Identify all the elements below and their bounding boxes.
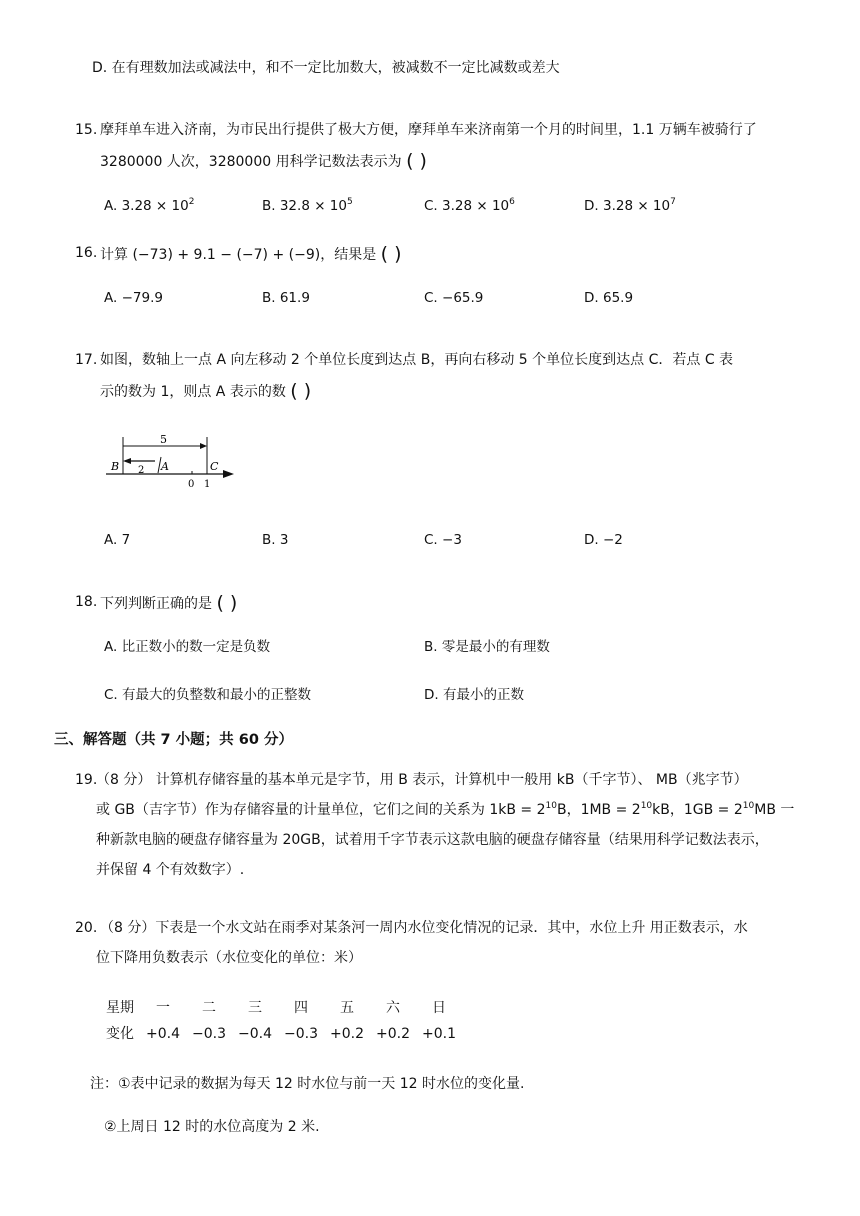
point-b: B	[111, 460, 120, 473]
q16-option-a: A. −79.9	[104, 290, 163, 306]
q17-text-line1: 如图，数轴上一点 A 向左移动 2 个单位长度到达点 B，再向右移动 5 个单位长度到达点 C．若点 C 表	[100, 352, 734, 368]
table-cell: 日	[432, 1000, 446, 1016]
option-exp: 7	[670, 197, 676, 207]
q19-line2-c: kB，1GB = 2	[652, 802, 743, 818]
option-text: A. 3.28 × 10	[104, 198, 189, 214]
point-a: A	[161, 460, 169, 473]
q16-option-d: D. 65.9	[584, 290, 634, 306]
water-table-header	[100, 998, 462, 1018]
q19-text-line4: 并保留 4 个有效数字）.	[96, 862, 245, 878]
q15-text-line1: 摩拜单车进入济南，为市民出行提供了极大方便，摩拜单车来济南第一个月的时间里，1.1 万辆车被骑行了	[100, 122, 757, 138]
q18-stem	[100, 592, 237, 614]
q18-answer-paren: ( )	[216, 592, 238, 614]
q19-exp2: 10	[640, 801, 653, 811]
q15-text-line2	[100, 150, 427, 172]
q17-text-line2	[100, 380, 311, 402]
q17-answer-paren: ( )	[290, 380, 312, 402]
q15-option-c	[424, 196, 515, 216]
option-exp: 5	[346, 197, 353, 207]
q15-answer-paren: ( )	[406, 150, 427, 172]
q19-line2-a: 或 GB（吉字节）作为存储容量的计量单位，它们之间的关系为 1kB = 2	[96, 802, 546, 818]
q17-option-d: D. −2	[584, 532, 623, 548]
q20-text-line2: 位下降用负数表示（水位变化的单位：米）	[96, 950, 362, 966]
table-cell: 星期	[106, 1000, 134, 1016]
table-cell: +0.2	[330, 1026, 364, 1042]
q16-answer-paren: ( )	[380, 243, 402, 265]
q16-option-c: C. −65.9	[424, 290, 484, 306]
q14-option-d: D. 在有理数加法或减法中，和不一定比加数大，被减数不一定比减数或差大	[92, 60, 560, 76]
q19-line2-b: B，1MB = 2	[556, 802, 641, 818]
table-cell: +0.4	[146, 1026, 180, 1042]
q19-exp1: 10	[545, 801, 557, 811]
q17-number: 17.	[75, 352, 98, 368]
q15-option-d	[584, 196, 676, 216]
section-title: 三、解答题（共 7 小题；共 60 分）	[54, 732, 293, 748]
q16-stem	[100, 243, 402, 265]
tick-1: 1	[204, 479, 211, 490]
q20-note1: 注：①表中记录的数据为每天 12 时水位与前一天 12 时水位的变化量.	[90, 1076, 525, 1092]
q18-number: 18.	[75, 594, 98, 610]
table-cell: −0.4	[238, 1026, 272, 1042]
q19-exp3: 10	[742, 801, 755, 811]
q15-option-b	[262, 196, 353, 216]
table-cell: 二	[202, 1000, 216, 1016]
q17-option-a: A. 7	[104, 532, 131, 548]
q17-text: 示的数为 1，则点 A 表示的数	[100, 384, 286, 400]
table-cell: −0.3	[192, 1026, 226, 1042]
q20-note2: ②上周日 12 时的水位高度为 2 米.	[104, 1119, 320, 1135]
label-5: 5	[160, 433, 167, 446]
tick-0: 0	[188, 479, 195, 490]
q19-text-line2	[96, 800, 794, 820]
option-text: C. 3.28 × 10	[424, 198, 510, 214]
q16-number: 16.	[75, 245, 98, 261]
water-table-row	[100, 1024, 462, 1044]
q15-text: 3280000 人次，3280000 用科学记数法表示为	[100, 154, 402, 170]
q16-option-b: B. 61.9	[262, 290, 310, 306]
q18-option-a: A. 比正数小的数一定是负数	[104, 639, 271, 655]
q19-text-line3: 种新款电脑的硬盘存储容量为 20GB，试着用千字节表示这款电脑的硬盘存储容量（结果用科学记数法表示，	[96, 832, 769, 848]
number-line-figure	[100, 430, 250, 490]
label-2: 2	[138, 465, 145, 476]
q18-option-d: D. 有最小的正数	[424, 687, 524, 703]
table-cell: 六	[386, 1000, 400, 1016]
option-text: D. 3.28 × 10	[584, 198, 671, 214]
q16-text: 计算 (−73) + 9.1 − (−7) + (−9)，结果是	[100, 247, 377, 263]
q18-option-b: B. 零是最小的有理数	[424, 639, 550, 655]
q15-number: 15.	[75, 122, 98, 138]
table-cell: 一	[156, 1000, 170, 1016]
q19-number: 19.	[75, 772, 98, 788]
q20-text-line1: （8 分）下表是一个水文站在雨季对某条河一周内水位变化情况的记录．其中，水位上升 用正数表示，水	[100, 920, 748, 936]
table-cell: 四	[294, 1000, 308, 1016]
q20-number: 20.	[75, 920, 98, 936]
q18-text: 下列判断正确的是	[100, 596, 212, 612]
point-c: C	[210, 460, 219, 473]
q17-option-c: C. −3	[424, 532, 462, 548]
table-cell: +0.1	[422, 1026, 456, 1042]
q15-option-a	[104, 196, 194, 216]
table-cell: 五	[340, 1000, 354, 1016]
table-cell: 变化	[106, 1026, 134, 1042]
q18-option-c: C. 有最大的负整数和最小的正整数	[104, 687, 312, 703]
option-text: B. 32.8 × 10	[262, 198, 347, 214]
q19-text-line1: （8 分） 计算机存储容量的基本单元是字节，用 B 表示，计算机中一般用 kB（千字节）、 MB（兆字节）	[96, 772, 748, 788]
table-cell: 三	[248, 1000, 262, 1016]
q17-option-b: B. 3	[262, 532, 289, 548]
table-cell: +0.2	[376, 1026, 410, 1042]
q19-line2-d: MB 一	[754, 802, 795, 818]
option-exp: 6	[509, 197, 515, 207]
table-cell: −0.3	[284, 1026, 318, 1042]
option-exp: 2	[188, 197, 195, 207]
